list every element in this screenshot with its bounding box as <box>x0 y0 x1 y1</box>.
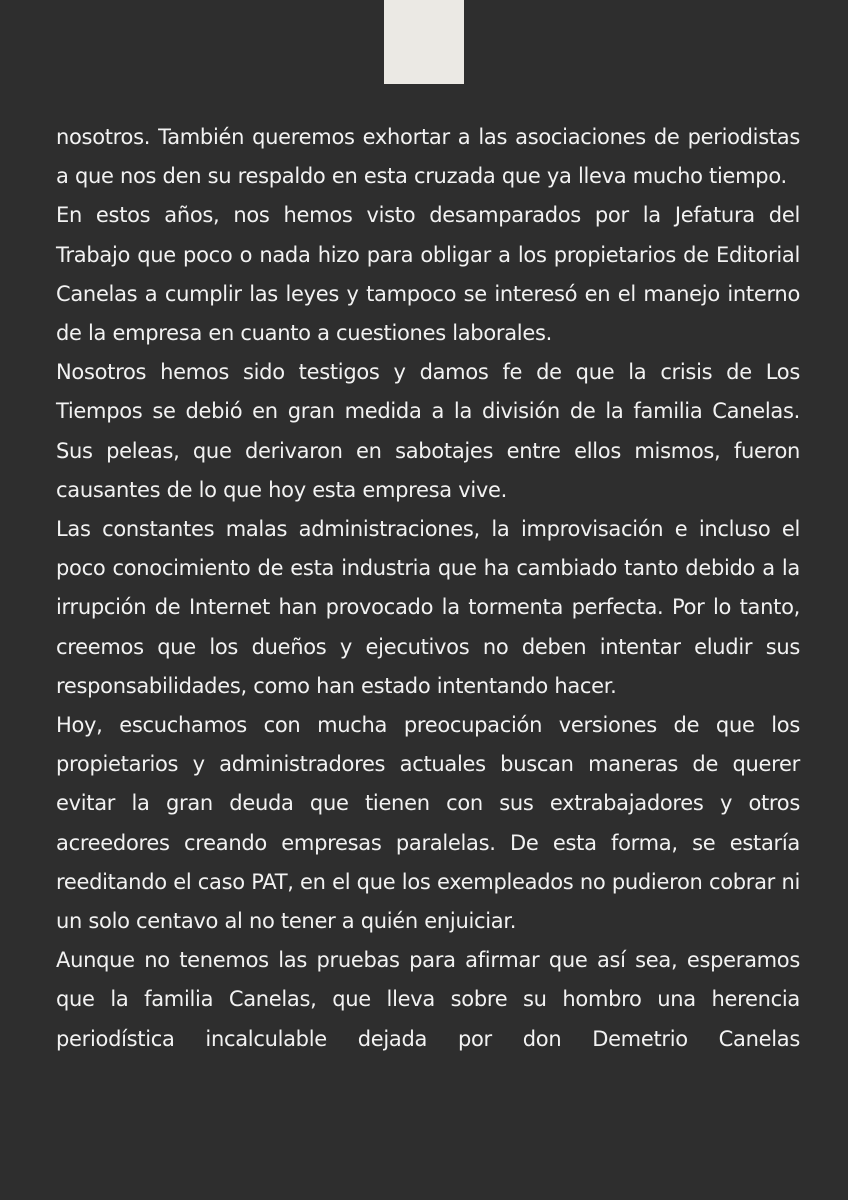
paragraph: En estos años, nos hemos visto desamparados por la Jefatura del Trabajo que poco o nada hizo para obligar a los propietarios de Editorial Canelas a cumplir las leyes y tampoco se interesó en el manejo interno de la empresa en cuanto a cuestiones laborales. <box>56 203 800 346</box>
document-body <box>56 118 800 1059</box>
paragraph: Las constantes malas administraciones, la improvisación e incluso el poco conocimiento de esta industria que ha cambiado tanto debido a la irrupción de Internet han provocado la tormenta perfecta. Por lo tanto, creemos que los dueños y ejecutivos no deben intentar eludir sus responsabilidades, como han estado intentando hacer. <box>56 517 800 698</box>
paragraph: nosotros. También queremos exhortar a las asociaciones de periodistas a que nos den su respaldo en esta cruzada que ya lleva mucho tiempo. <box>56 125 800 189</box>
top-tab-decoration <box>384 0 464 84</box>
paragraph: Hoy, escuchamos con mucha preocupación versiones de que los propietarios y administradores actuales buscan maneras de querer evitar la gran deuda que tienen con sus extrabajadores y otros acreedores creando empresas paralelas. De esta forma, se estaría reeditando el caso PAT, en el que los exempleados no pudieron cobrar ni un solo centavo al no tener a quién enjuiciar. <box>56 713 800 934</box>
paragraph: Aunque no tenemos las pruebas para afirmar que así sea, esperamos que la familia Canelas, que lleva sobre su hombro una herencia periodística incalculable dejada por don Demetrio Canelas <box>56 948 800 1051</box>
paragraph: Nosotros hemos sido testigos y damos fe de que la crisis de Los Tiempos se debió en gran medida a la división de la familia Canelas. Sus peleas, que derivaron en sabotajes entre ellos mismos, fueron causantes de lo que hoy esta empresa vive. <box>56 360 800 502</box>
